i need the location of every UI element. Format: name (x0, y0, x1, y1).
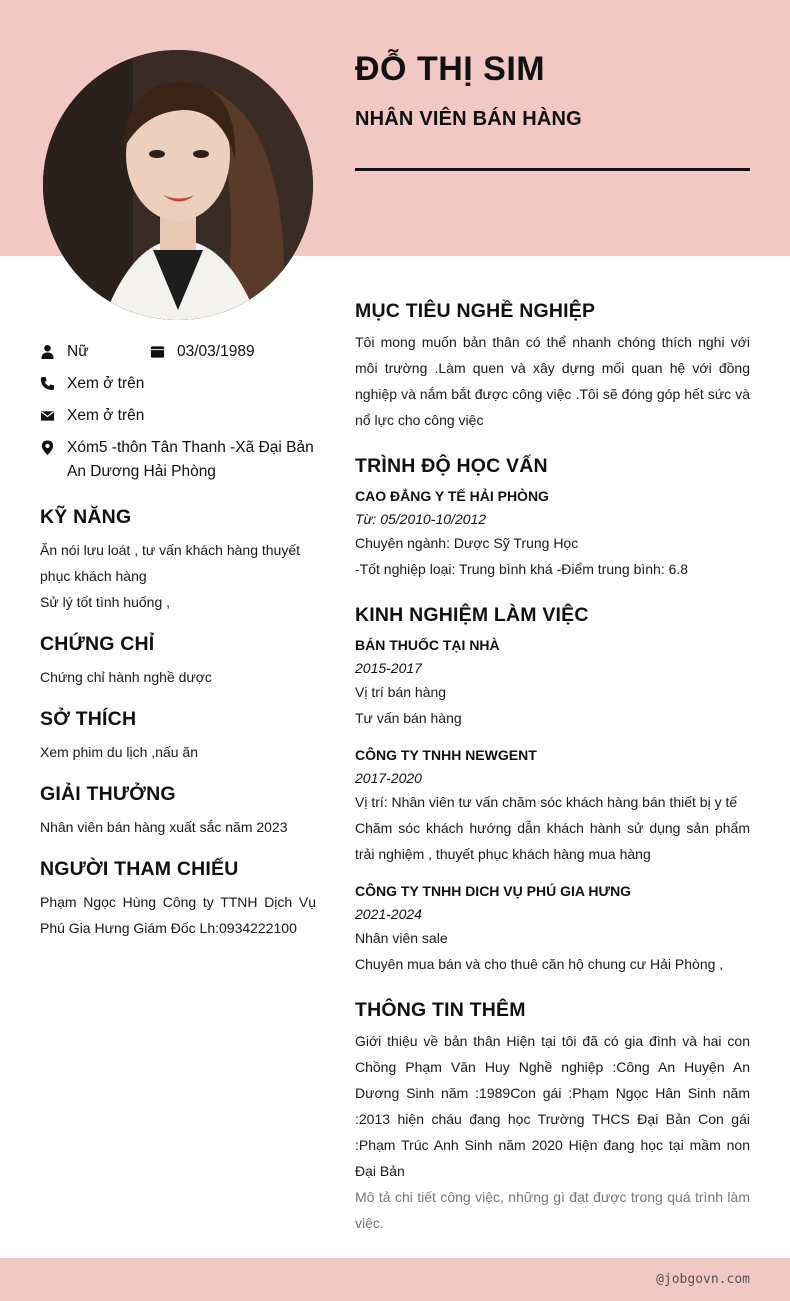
gender-birthdate-row (40, 340, 316, 364)
certificates-title: CHỨNG CHỈ (40, 633, 155, 655)
certificates-text: Chứng chỉ hành nghề dược (40, 669, 212, 685)
avatar (43, 50, 313, 320)
experience-entry (355, 743, 750, 867)
experience-line: Vị trí: Nhân viên tư vấn chăm sóc khách hàng bán thiết bị y tế (355, 794, 738, 810)
footer-brand: @jobgovn.com (656, 1272, 750, 1287)
references-title: NGƯỜI THAM CHIẾU (40, 858, 239, 880)
title-divider (355, 168, 750, 171)
education-school: CAO ĐẲNG Y TẾ HẢI PHÒNG (355, 488, 549, 504)
gender-value: Nữ (67, 343, 89, 360)
additional-text: Giới thiệu về bản thân Hiện tại tôi đã có gia đình và hai con Chồng Phạm Văn Huy Nghề nghiệp :Công An Huyện An Dương Sinh năm :1989Con gái :Phạm Ngọc Hân Sinh năm :2013 hiện cháu đang học Trường THCS Đại Bản Con gái :Phạm Trúc Anh Sinh năm 2020 Hiện đang học tại mầm non Đại Bản (355, 1033, 750, 1179)
right-column (355, 300, 750, 1258)
experience-period: 2021-2024 (355, 906, 422, 922)
experience-company: CÔNG TY TNHH NEWGENT (355, 747, 537, 763)
objective-title: MỤC TIÊU NGHỀ NGHIỆP (355, 300, 596, 322)
experience-period: 2017-2020 (355, 770, 422, 786)
education-section (355, 455, 750, 582)
education-period: Từ: 05/2010-10/2012 (355, 511, 487, 527)
additional-placeholder: Mô tả chi tiết công việc, những gì đạt được trong quá trình làm việc. (355, 1189, 750, 1231)
experience-line: Tư vấn bán hàng (355, 710, 462, 726)
awards-section (40, 783, 316, 840)
skill-item: Sử lý tốt tình huống , (40, 594, 171, 610)
certificates-section (40, 633, 316, 690)
address-row (40, 436, 316, 484)
envelope-icon (40, 404, 67, 423)
experience-line: Nhân viên sale (355, 930, 448, 946)
education-grade: -Tốt nghiệp loại: Trung bình khá -Điểm trung bình: 6.8 (355, 561, 689, 577)
skills-title: KỸ NĂNG (40, 506, 132, 528)
experience-entry (355, 633, 750, 731)
awards-title: GIẢI THƯỞNG (40, 783, 176, 805)
experience-company: BÁN THUỐC TẠI NHÀ (355, 637, 500, 653)
job-title: NHÂN VIÊN BÁN HÀNG (355, 108, 582, 130)
experience-line: Chăm sóc khách hướng dẫn khách hành sử dụng sản phẩm trải nghiệm , thuyết phục khách hàng mua hàng (355, 820, 750, 862)
hobbies-section (40, 708, 316, 765)
left-column (40, 340, 316, 941)
skill-item: Ăn nói lưu loát , tư vấn khách hàng thuyết phục khách hàng (40, 542, 301, 584)
education-title: TRÌNH ĐỘ HỌC VẤN (355, 455, 548, 477)
phone-row (40, 372, 316, 396)
experience-line: Chuyên mua bán và cho thuê căn hộ chung cư Hải Phòng , (355, 956, 724, 972)
candidate-name: ĐỖ THỊ SIM (355, 50, 546, 88)
experience-period: 2015-2017 (355, 660, 422, 676)
references-section (40, 858, 316, 941)
experience-line: Vị trí bán hàng (355, 684, 447, 700)
phone-icon (40, 372, 67, 391)
objective-text: Tôi mong muốn bản thân có thể nhanh chóng thích nghi với môi trường .Làm quen và xây dựng mối quan hệ với đồng nghiệp và nắm bắt được công việc .Tôi sẽ đóng góp hết sức và nổ lực cho công việc (355, 334, 750, 428)
experience-company: CÔNG TY TNHH DICH VỤ PHÚ GIA HƯNG (355, 883, 632, 899)
experience-entry (355, 879, 750, 977)
education-major: Chuyên ngành: Dược Sỹ Trung Học (355, 535, 579, 551)
phone-value: Xem ở trên (67, 375, 145, 392)
address-value: Xóm5 -thôn Tân Thanh -Xã Đại Bản An Dương Hải Phòng (67, 439, 314, 480)
experience-title: KINH NGHIỆM LÀM VIỆC (355, 604, 589, 626)
references-text: Phạm Ngọc Hùng Công ty TTNH Dịch Vụ Phú Gia Hưng Giám Đốc Lh:0934222100 (40, 894, 316, 936)
objective-section (355, 300, 750, 433)
experience-section (355, 604, 750, 977)
birthdate-value: 03/03/1989 (177, 343, 255, 360)
map-pin-icon (40, 436, 67, 455)
footer-band (0, 1258, 790, 1301)
awards-text: Nhân viên bán hàng xuất sắc năm 2023 (40, 819, 288, 835)
additional-title: THÔNG TIN THÊM (355, 999, 526, 1021)
email-row (40, 404, 316, 428)
person-icon (40, 340, 67, 364)
email-value: Xem ở trên (67, 407, 145, 424)
calendar-icon (150, 340, 177, 364)
additional-section (355, 999, 750, 1236)
hobbies-text: Xem phim du lịch ,nấu ăn (40, 744, 198, 760)
hobbies-title: SỞ THÍCH (40, 708, 137, 730)
skills-section (40, 506, 316, 615)
